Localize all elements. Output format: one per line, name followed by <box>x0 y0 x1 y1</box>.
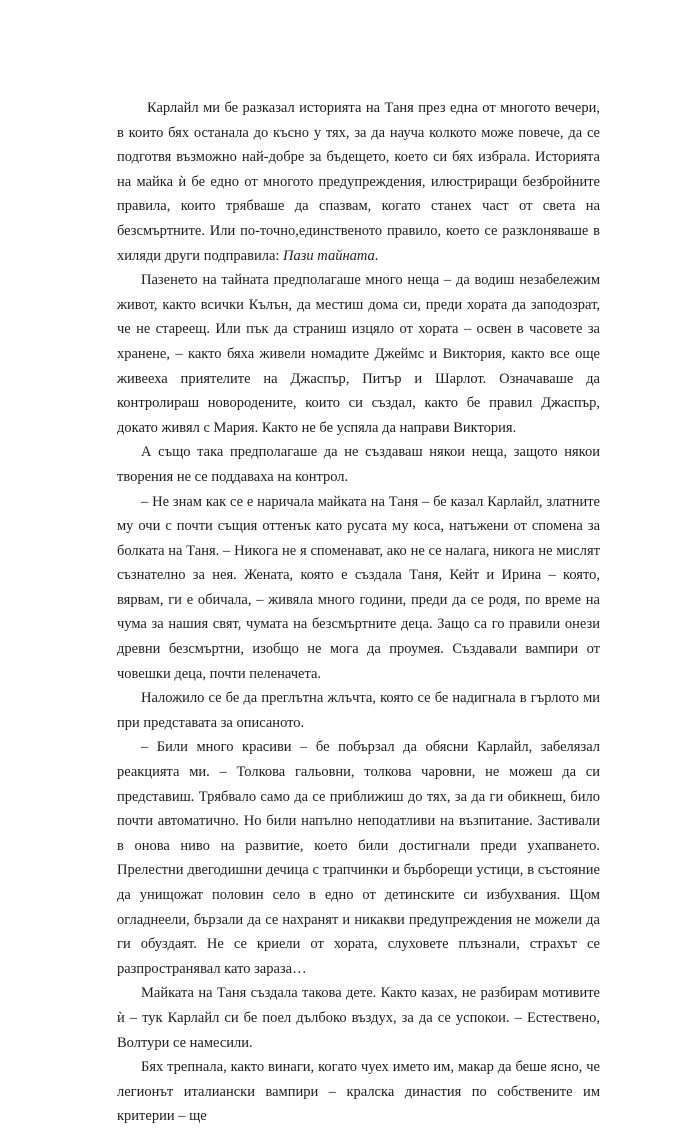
paragraph-7: Майката на Таня създала такова дете. Както казах, не разбирам мотивите ѝ – тук Карлайл си бе поел дълбоко въздух, за да се успокои. – Естествено, Волтури се намесили. <box>117 985 600 1051</box>
body-text <box>117 96 600 1129</box>
paragraph-1 <box>117 96 600 268</box>
paragraph-1-text: Карлайл ми бе разказал историята на Таня през една от многото вечери, в които бях останала до късно у тях, за да науча колкото може повече, да се подготвя възможно най-добре за бъдещето, което си бях избрала. Историята на майка ѝ бе едно от многото предупреждения, илюстриращи безбройните правила, които трябваше да спазвам, когато станех част от света на безсмъртните. Или по-точно,единственото правило, което се разклоняваше в хиляди други подправила: <box>117 100 600 264</box>
paragraph-3: А също така предполагаше да не създаваш някои неща, защото някои творения не се поддаваха на контрол. <box>117 444 600 485</box>
paragraph-6: – Били много красиви – бе побързал да обясни Карлайл, забелязал реакцията ми. – Толкова гальовни, толкова чаровни, не можеш да си представиш. Трябвало само да се приближиш до тях, за да ги обикнеш, било почти автоматично. Но били напълно неподатливи на възпитание. Застивали в онова ниво на развитие, което били достигнали преди ухапването. Прелестни двегодишни дечица с трапчинки и бърборещи устици, в състояние да унищожат половин село в едно от детинските си избухвания. Щом огладнеели, бързали да се нахранят и никакви предупреждения не можели да ги обуздаят. Не се криели от хората, слуховете плъзнали, страхът се разпространявал като зараза… <box>117 739 600 977</box>
paragraph-1-end: . <box>374 247 379 264</box>
emphasis-keep-the-secret: Пази тайната <box>283 247 375 264</box>
paragraph-8: Бях трепнала, както винаги, когато чуех името им, макар да беше ясно, че легионът италиански вампири – кралска династия по собствените им критерии – ще <box>117 1059 600 1125</box>
paragraph-4: – Не знам как се е наричала майката на Таня – бе казал Карлайл, златните му очи с почти същия оттенък като русата му коса, натъжени от спомена за болката на Таня. – Никога не я споменават, ако не се налага, никога не мислят съзнателно за нея. Жената, която е създала Таня, Кейт и Ирина – която, вярвам, ги е обичала, – живяла много години, преди да се родя, по време на чума за нашия свят, чумата на безсмъртните деца. Защо са го правили онези древни безсмъртни, изобщо не мога да проумея. Създавали вампири от човешки деца, почти пеленачета. <box>117 493 600 682</box>
paragraph-2: Пазенето на тайната предполагаше много неща – да водиш незабележим живот, както всички Кълън, да местиш дома си, преди хората да заподозрат, че не стареещ. Или пък да страниш изцяло от хората – освен в часовете за хранене, – както бяха живели номадите Джеймс и Виктория, както все още живееха приятелите на Джаспър, Питър и Шарлот. Означаваше да контролираш новородените, които си създал, както бе правил Джаспър, докато живял с Мария. Както не бе успяла да направи Виктория. <box>117 272 600 436</box>
paragraph-5: Наложило се бе да преглътна жлъчта, която се бе надигнала в гърлото ми при представата за описаното. <box>117 690 600 731</box>
